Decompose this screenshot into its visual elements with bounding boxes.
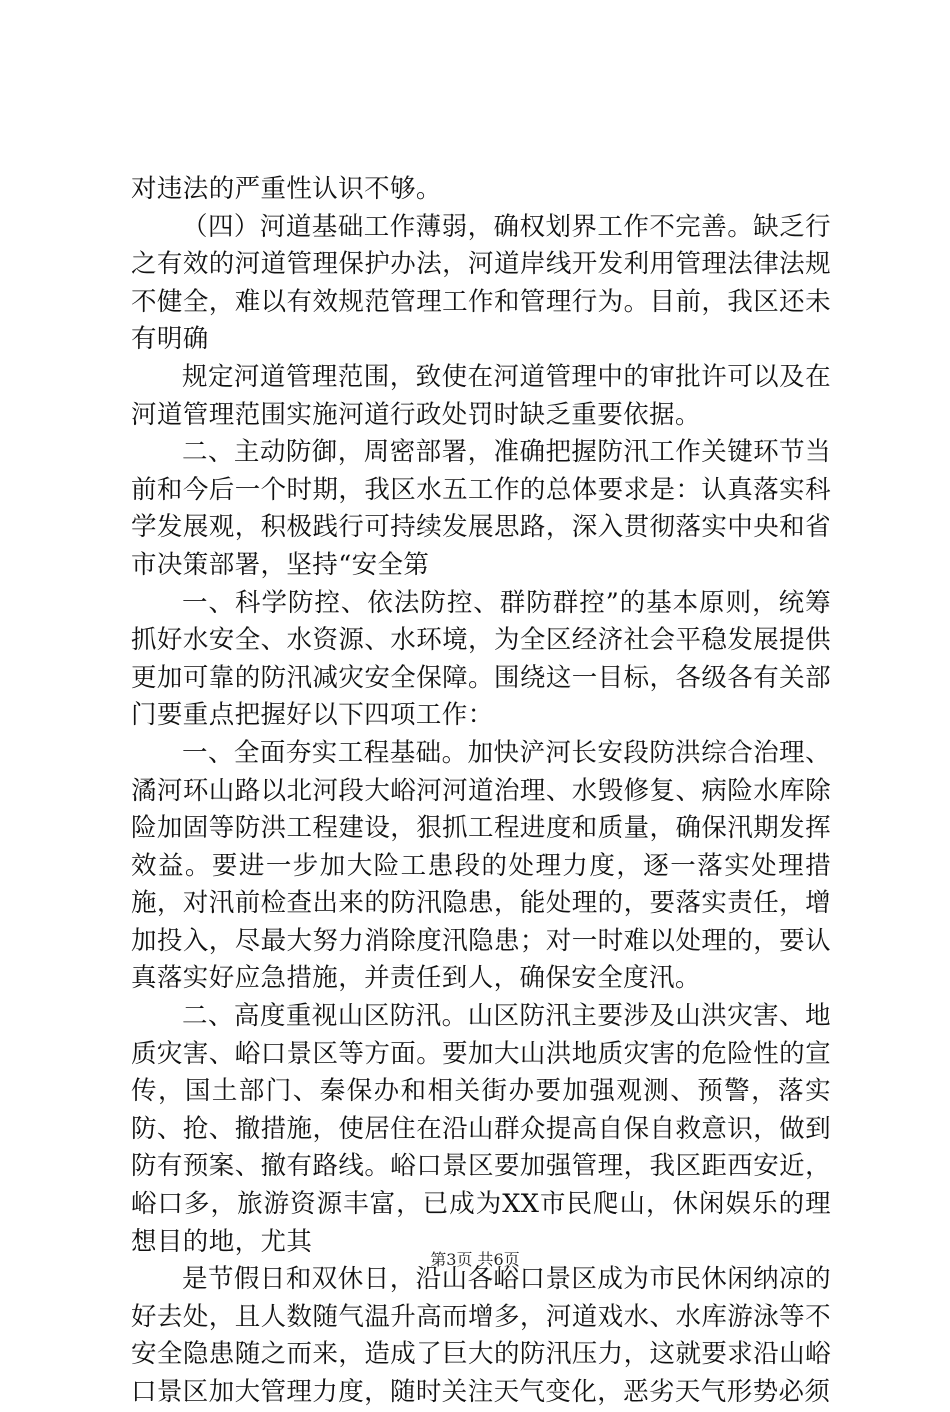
paragraph: 对违法的严重性认识不够。: [131, 174, 442, 204]
paragraph: 二、高度重视山区防汛。山区防汛主要涉及山洪灾害、地质灾害、峪口景区等方面。要加大山洪地质灾害的危险性的宣传，国土部门、秦保办和相关街办要加强观测、预警，落实防、抢、撤措施，使居住在沿山群众提高自保自救意识，做到防有预案、撤有路线。峪口景区要加强管理，我区距西安近，峪口多，旅游资源丰富，已成为XX市民爬山，休闲娱乐的理想目的地，尤其: [131, 1001, 831, 1257]
paragraph: 是节假日和双休日，沿山各峪口景区成为市民休闲纳凉的好去处，且人数随气温升高而增多，河道戏水、水库游泳等不安全隐患随之而来，造成了巨大的防汛压力，这就要求沿山峪口景区加大管理力度，随时关注天气变化，恶劣天气形势必须: [131, 1264, 831, 1407]
paragraph: 一、科学防控、依法防控、群防群控”的基本原则，统筹抓好水安全、水资源、水环境，为全区经济社会平稳发展提供更加可靠的防汛减灾安全保障。围绕这一目标，各级各有关部门要重点把握好以下四项工作：: [131, 587, 831, 731]
document-body: [131, 171, 831, 1412]
paragraph: 二、主动防御，周密部署，准确把握防汛工作关键环节当前和今后一个时期，我区水五工作的总体要求是：认真落实科学发展观，积极践行可持续发展思路，深入贯彻落实中央和省市决策部署，坚持“安全第: [131, 437, 831, 580]
paragraph: 一、全面夯实工程基础。加快浐河长安段防洪综合治理、潏河环山路以北河段大峪河河道治理、水毁修复、病险水库除险加固等防洪工程建设，狠抓工程进度和质量，确保汛期发挥效益。要进一步加大险工患段的处理力度，逐一落实处理措施，对汛前检查出来的防汛隐患，能处理的，要落实责任，增加投入，尽最大努力消除度汛隐患；对一时难以处理的，要认真落实好应急措施，并责任到人，确保安全度汛。: [131, 737, 831, 994]
paragraph: （四）河道基础工作薄弱，确权划界工作不完善。缺乏行之有效的河道管理保护办法，河道岸线开发利用管理法律法规不健全，难以有效规范管理工作和管理行为。目前，我区还未有明确: [131, 211, 831, 355]
page-footer: 第3页 共6页: [430, 1250, 520, 1269]
paragraph: 规定河道管理范围，致使在河道管理中的审批许可以及在河道管理范围实施河道行政处罚时缺乏重要依据。: [131, 361, 831, 430]
